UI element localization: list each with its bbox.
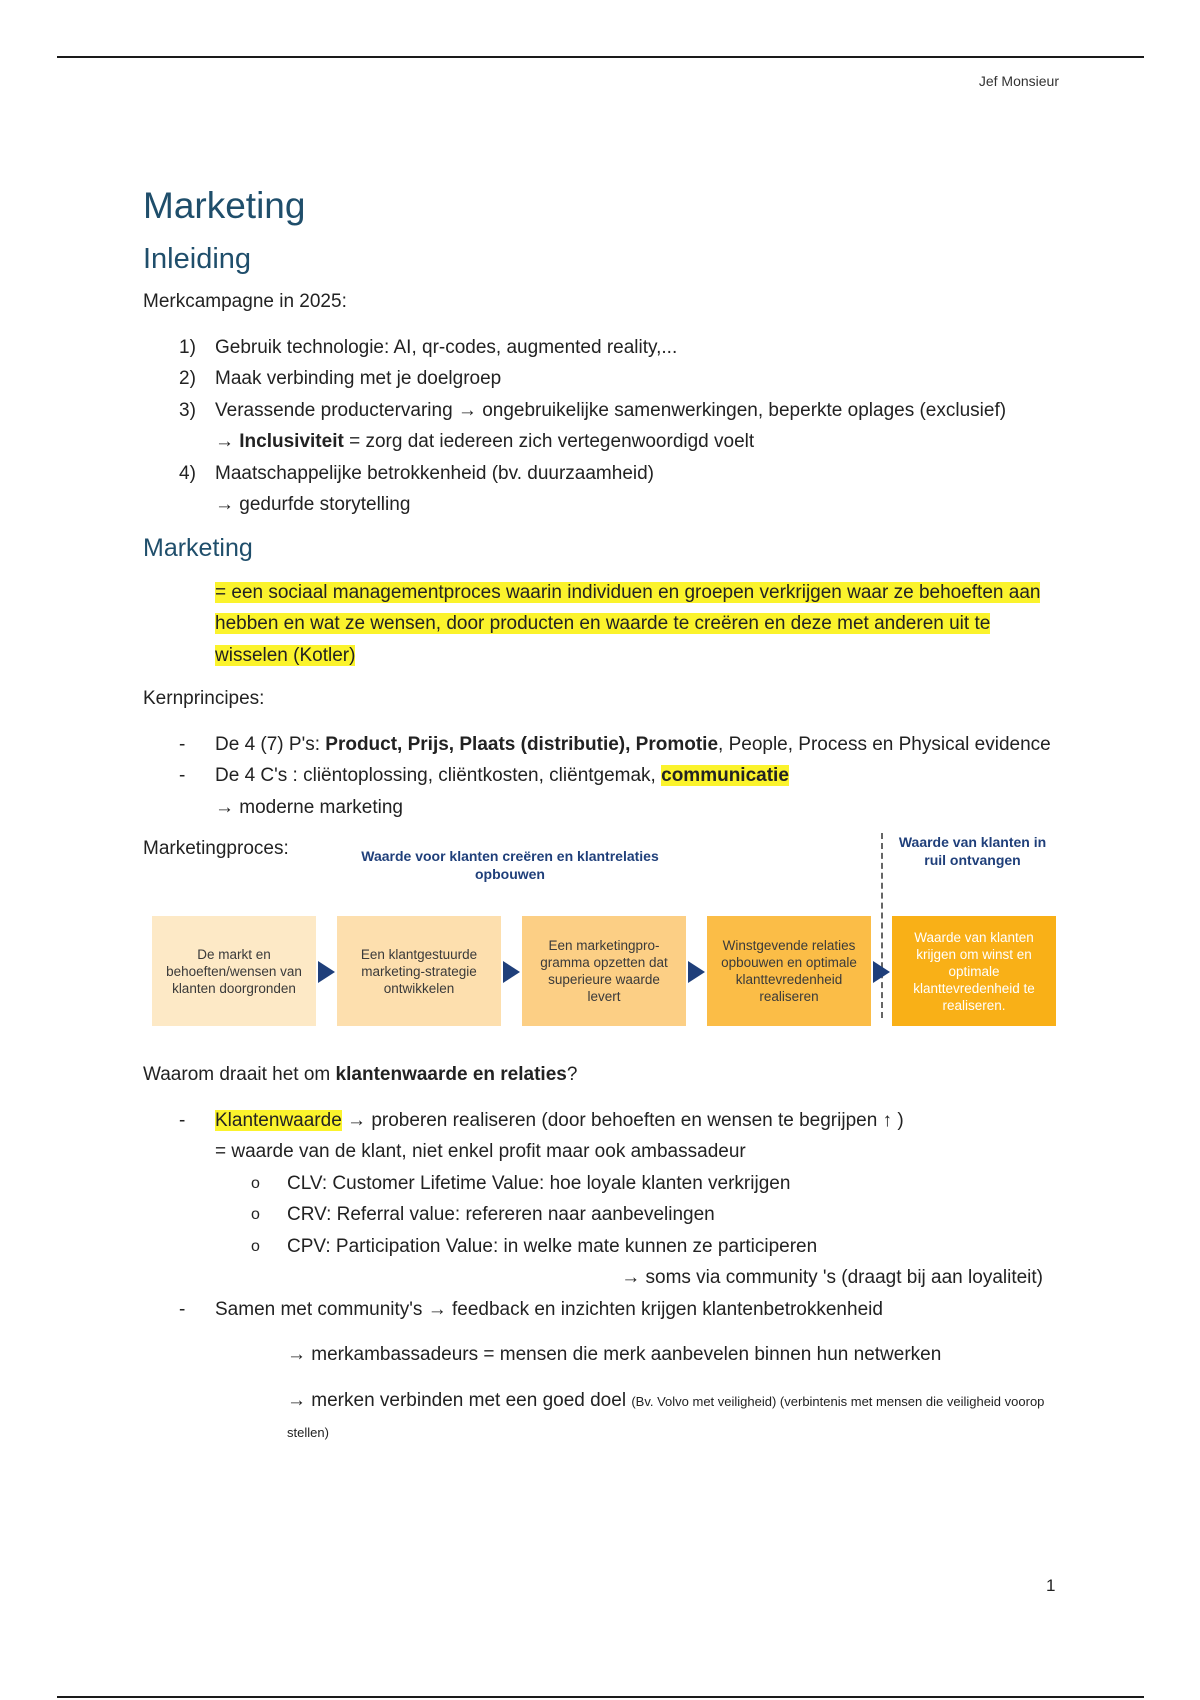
- list-number: 4): [179, 462, 196, 484]
- intro-lead: Merkcampagne in 2025:: [143, 291, 347, 312]
- list-item-text: Maak verbinding met je doelgroep: [215, 368, 502, 389]
- sub-list-item: [143, 1168, 1063, 1200]
- sub-list-text: CLV: Customer Lifetime Value: hoe loyale klanten verkrijgen: [287, 1172, 791, 1194]
- dash-bullet: -: [179, 1298, 186, 1320]
- sub-list-item: [143, 1231, 1063, 1263]
- list-item-text: Verassende productervaring → ongebruikelijke samenwerkingen, beperkte oplages (exclusief): [215, 399, 1007, 421]
- list-item: [143, 395, 1063, 458]
- dash-bullet: -: [179, 733, 186, 755]
- arrow-right-icon: [873, 961, 890, 983]
- circle-bullet: o: [251, 1174, 260, 1192]
- value-sublist: [215, 1168, 1063, 1263]
- list-item-subtext: → moderne marketing: [215, 796, 403, 818]
- highlighted-term: Klantenwaarde: [215, 1109, 342, 1131]
- sub-list-item: [143, 1199, 1063, 1231]
- diagram-heading-right: Waarde van klanten in ruil ontvangen: [898, 834, 1047, 868]
- dash-bullet: -: [179, 765, 186, 786]
- sub-list-text: CRV: Referral value: refereren naar aanbevelingen: [287, 1204, 715, 1225]
- bold-term: klantenwaarde en relaties: [335, 1064, 567, 1085]
- section-heading-marketing: Marketing: [143, 533, 253, 562]
- sub-list-text: CPV: Participation Value: in welke mate kunnen ze participeren: [287, 1235, 818, 1257]
- marketingproces-label: Marketingproces:: [143, 838, 289, 859]
- process-step-1: De markt en behoeften/wensen van klanten doorgronden: [152, 916, 316, 1026]
- highlighted-definition: = een sociaal managementproces waarin individuen en groepen verkrijgen waar ze behoeften aan hebben en wat ze wensen, door producten en waarde te creëren en deze met anderen uit te wisselen (Kotler): [215, 581, 1041, 666]
- highlighted-term: communicatie: [661, 765, 789, 786]
- arrow-right-icon: [318, 961, 335, 983]
- diagram-heading-left: Waarde voor klanten creëren en klantrelaties opbouwen: [361, 848, 659, 882]
- list-item: [143, 332, 1063, 364]
- section-heading-inleiding: Inleiding: [143, 243, 252, 275]
- good-cause-line: [143, 1385, 1063, 1448]
- process-step-2: Een klantgestuurde marketing-strategie ontwikkelen: [337, 916, 501, 1026]
- list-item: [143, 1105, 1063, 1294]
- list-item-text: Gebruik technologie: AI, qr-codes, augmented reality,...: [215, 336, 678, 358]
- community-note: → soms via community 's (draagt bij aan loyaliteit): [621, 1267, 1043, 1288]
- bold-term: Inclusiviteit: [239, 431, 344, 452]
- header-rule: [57, 56, 1144, 58]
- why-list: [143, 1105, 1063, 1326]
- arrow-right-icon: [688, 961, 705, 983]
- list-item-text: Samen met community's → feedback en inzichten krijgen klantenbetrokkenheid: [215, 1298, 883, 1320]
- process-step-3: Een marketingpro-gramma opzetten dat superieure waarde levert: [522, 916, 686, 1026]
- list-item-text: De 4 (7) P's:: [215, 733, 326, 755]
- arrow-text: →: [215, 431, 240, 452]
- list-item-text: → proberen realiseren (door behoeften en wensen te begrijpen ↑ ): [341, 1109, 904, 1131]
- circle-bullet: o: [251, 1206, 260, 1223]
- good-cause-text: → merken verbinden met een goed doel: [287, 1389, 632, 1411]
- kernprincipes-list: [143, 729, 1063, 824]
- kernprincipes-label: Kernprincipes:: [143, 688, 265, 709]
- document-title: Marketing: [143, 185, 306, 226]
- author-name: Jef Monsieur: [978, 73, 1059, 89]
- list-number: 2): [179, 368, 196, 389]
- process-step-5: Waarde van klanten krijgen om winst en optimale klanttevredenheid te realiseren.: [892, 916, 1056, 1026]
- why-question: [143, 1059, 1063, 1091]
- question-mark: ?: [566, 1064, 578, 1085]
- document-body: [143, 180, 1063, 1448]
- list-item-text: De 4 C's : cliëntoplossing, cliëntkosten, cliëntgemak,: [215, 765, 662, 786]
- list-item: [143, 729, 1063, 761]
- bold-term: Product, Prijs, Plaats (distributie), Promotie: [325, 733, 719, 755]
- list-number: 1): [179, 336, 196, 358]
- footer-rule: [57, 1696, 1144, 1698]
- question-text: Waarom draait het om: [143, 1064, 336, 1085]
- list-item-subtext: → gedurfde storytelling: [215, 494, 411, 515]
- definition-block: [143, 577, 1063, 672]
- list-item-text: Maatschappelijke betrokkenheid (bv. duurzaamheid): [215, 462, 655, 484]
- list-item: [143, 458, 1063, 521]
- list-item-text: = zorg dat iedereen zich vertegenwoordigd voelt: [343, 431, 755, 452]
- circle-bullet: o: [251, 1237, 260, 1255]
- dash-bullet: -: [179, 1109, 186, 1131]
- list-item: [143, 760, 1063, 823]
- arrow-right-icon: [503, 961, 520, 983]
- list-item: [143, 363, 1063, 395]
- list-number: 3): [179, 399, 196, 421]
- list-item-subtext: = waarde van de klant, niet enkel profit maar ook ambassadeur: [215, 1141, 746, 1162]
- marketing-process-diagram: [0, 833, 1200, 1023]
- good-cause-example: (Bv. Volvo met veiligheid) (verbintenis met mensen die veiligheid voorop stellen): [287, 1393, 1045, 1440]
- list-item: [143, 1294, 1063, 1326]
- list-item-text: , People, Process en Physical evidence: [718, 733, 1051, 755]
- ambassador-line: → merkambassadeurs = mensen die merk aanbevelen binnen hun netwerken: [287, 1344, 942, 1365]
- diagram-separator: [881, 833, 883, 1018]
- process-step-4: Winstgevende relaties opbouwen en optimale klanttevredenheid realiseren: [707, 916, 871, 1026]
- campaign-list: [143, 332, 1063, 521]
- page-number: 1: [1046, 1576, 1056, 1595]
